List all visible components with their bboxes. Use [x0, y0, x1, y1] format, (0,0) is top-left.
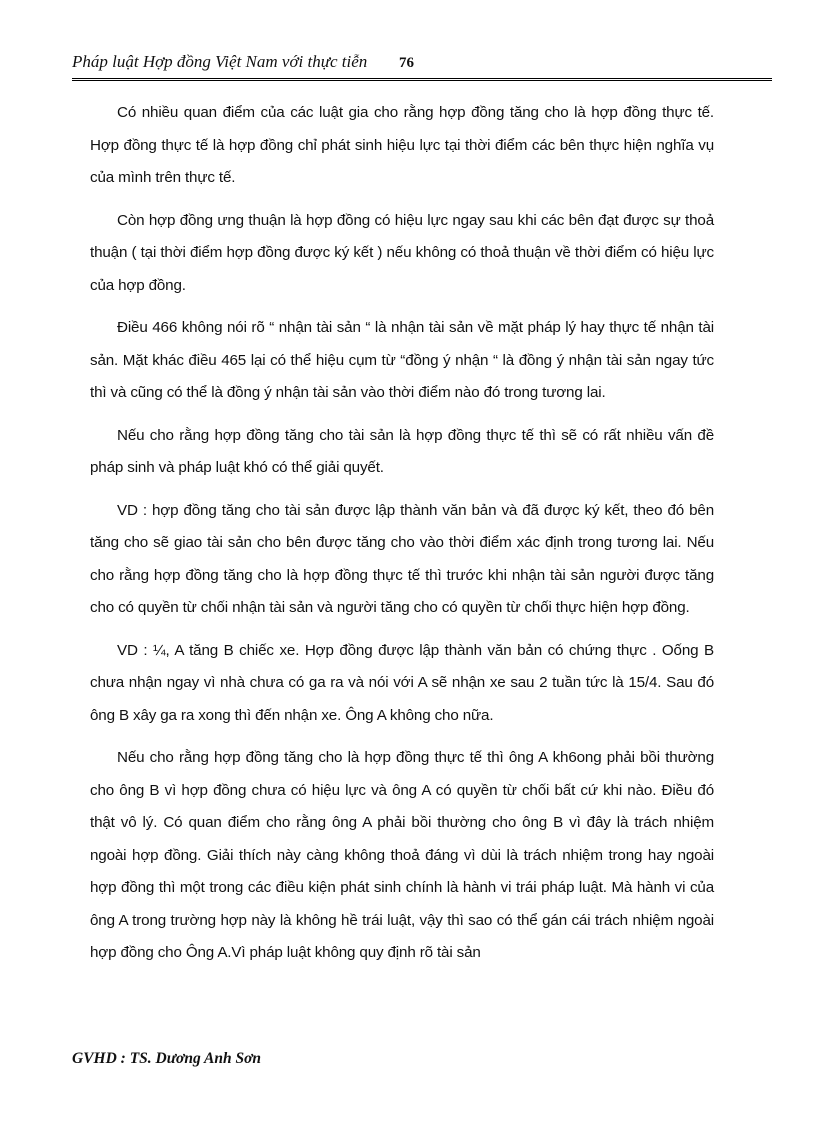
advisor-footer: GVHD : TS. Dương Anh Sơn — [72, 1050, 262, 1067]
paragraph: Còn hợp đồng ưng thuận là hợp đồng có hiệu lực ngay sau khi các bên đạt được sự thoả thuận ( tại thời điểm hợp đồng được ký kết ) nếu không có thoả thuận về thời điểm có hiệu lực của hợp đồng. — [90, 211, 714, 294]
page-number: 76 — [399, 55, 414, 71]
paragraph: Nếu cho rằng hợp đồng tăng cho tài sản là hợp đồng thực tế thì sẽ có rất nhiều vấn đề pháp sinh và pháp luật khó có thể giải quyết. — [90, 426, 714, 476]
paragraph: Điều 466 không nói rõ “ nhận tài sản “ là nhận tài sản về mặt pháp lý hay thực tế nhận tài sản. Mặt khác điều 465 lại có thể hiệu cụm từ “đồng ý nhận “ là đồng ý nhận tài sản ngay tức thì và cũng có thể là đồng ý nhận tài sản vào thời điểm nào đó trong tương lai. — [90, 319, 714, 401]
paragraph: VD : ¼, A tăng B chiếc xe. Hợp đồng được lập thành văn bản có chứng thực . Oống B chưa nhận ngay vì nhà chưa có ga ra và nói với A sẽ nhận xe sau 2 tuần tức là 15/4. Sau đó ông B xây ga ra xong thì đến nhận xe. Ông A không cho nữa. — [90, 641, 714, 724]
header-title: Pháp luật Hợp đồng Việt Nam với thực tiễn — [72, 52, 368, 71]
page-header — [72, 50, 772, 81]
paragraph: Có nhiều quan điểm của các luật gia cho rằng hợp đồng tăng cho là hợp đồng thực tế. Hợp đồng thực tế là hợp đồng chỉ phát sinh hiệu lực tại thời điểm các bên thực hiện nghĩa vụ của mình trên thực tế. — [90, 104, 714, 186]
document-body — [90, 97, 714, 970]
paragraph: VD : hợp đồng tăng cho tài sản được lập thành văn bản và đã được ký kết, theo đó bên tăng cho sẽ giao tài sản cho bên được tăng cho vào thời điểm xác định trong tương lai. Nếu cho rằng hợp đồng tăng cho là hợp đồng thực tế thì trước khi nhận tài sản người được tăng cho có quyền từ chối nhận tài sản và người tăng cho có quyền từ chối thực hiện hợp đồng. — [90, 501, 714, 616]
paragraph: Nếu cho rằng hợp đồng tăng cho là hợp đồng thực tế thì ông A kh6ong phải bồi thường cho ông B vì hợp đồng chưa có hiệu lực và ông A có quyền từ chối bất cứ khi nào. Điều đó thật vô lý. Có quan điểm cho rằng ông A phải bồi thường cho ông B vì đây là trách nhiệm ngoài hợp đồng. Giải thích này càng không thoả đáng vì dùi là trách nhiệm trong hay ngoài hợp đồng thì một trong các điều kiện phát sinh chính là hành vi trái pháp luật. Mà hành vi của ông A trong trường hợp này là không hề trái luật, vậy thì sao có thể gán cái trách nhiệm ngoài hợp đồng cho Ông A.Vì pháp luật không quy định rõ tài sản — [90, 749, 714, 961]
